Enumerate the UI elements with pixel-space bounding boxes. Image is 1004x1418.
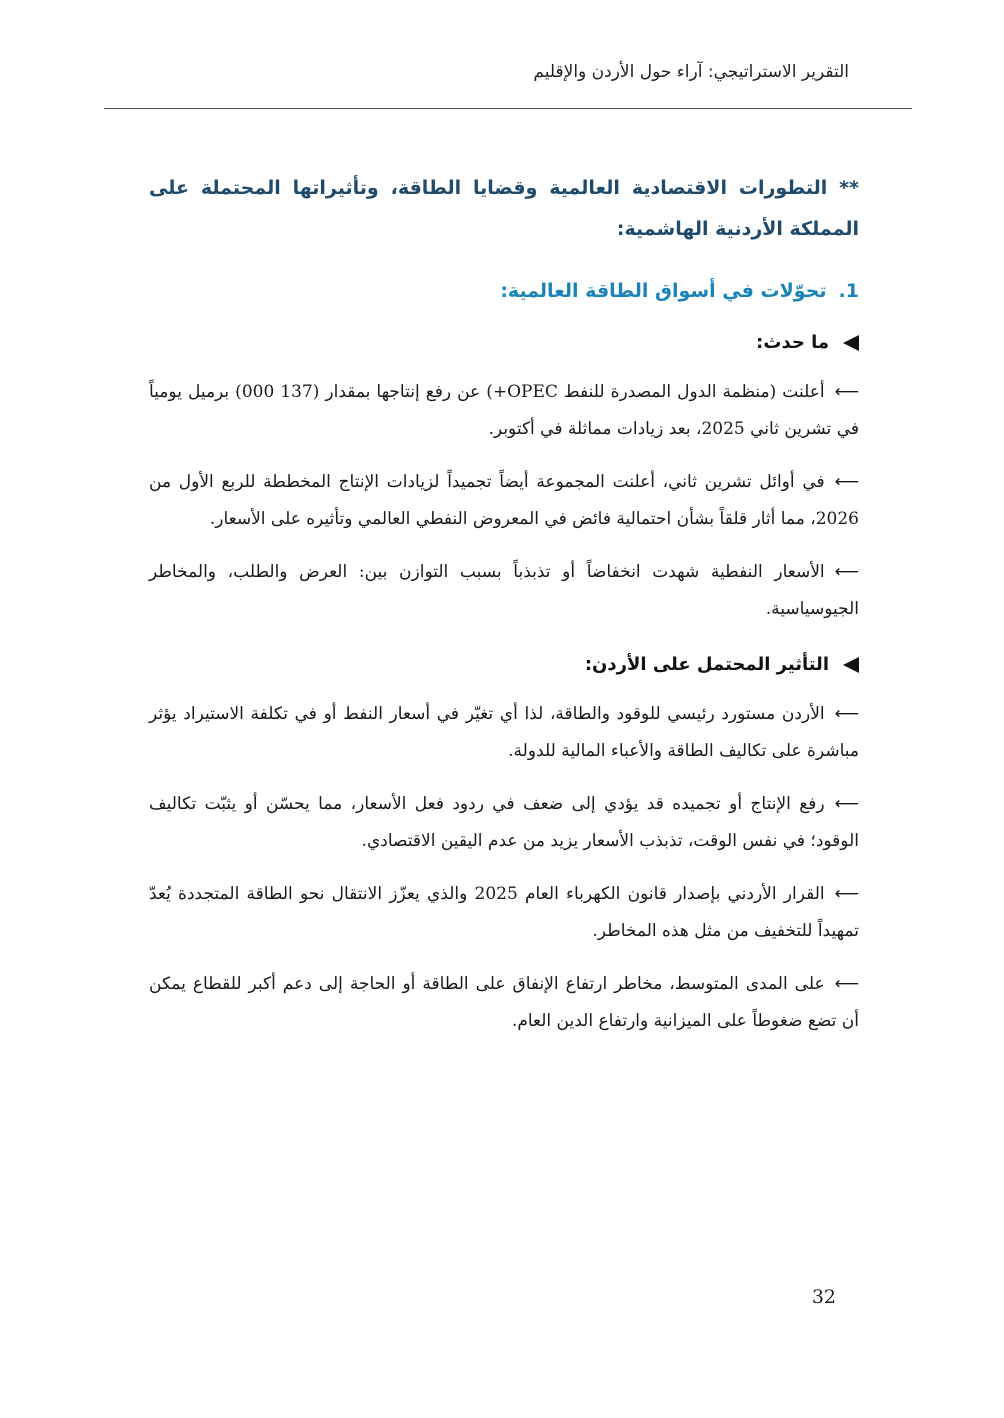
list-item: ⟵القرار الأردني بإصدار قانون الكهرباء العام 2025 والذي يعزّز الانتقال نحو الطاقة المتجددة يُعدّ تمهيداً للتخفيف من مثل هذه المخاطر. [149,884,859,941]
list-item: ⟵أعلنت (منظمة الدول المصدرة للنفط OPEC+) عن رفع إنتاجها بمقدار (137 000) برميل يومياً في تشرين ثاني 2025، بعد زيادات مماثلة في أكتوبر. [149,382,859,439]
impact-title: التأثير المحتمل على الأردن: [584,654,829,675]
what-happened-title: ما حدث: [756,332,829,353]
triangle-bullet-icon [843,657,859,673]
list-item: ⟵الأسعار النفطية شهدت انخفاضاً أو تذبذباً بسبب التوازن بين: العرض والطلب، والمخاطر الجيوسياسية. [149,562,859,619]
list-item: ⟵رفع الإنتاج أو تجميده قد يؤدي إلى ضعف في ردود فعل الأسعار، مما يحسّن أو يثبّت تكاليف الوقود؛ في نفس الوقت، تذبذب الأسعار يزيد من عدم اليقين الاقتصادي. [149,794,859,851]
header-divider [104,108,912,109]
what-happened-heading [149,328,859,358]
arrow-left-icon: ⟵ [834,974,859,994]
arrow-left-icon: ⟵ [834,562,859,582]
arrow-left-icon: ⟵ [834,382,859,402]
arrow-left-icon: ⟵ [834,884,859,904]
arrow-left-icon: ⟵ [834,794,859,814]
impact-heading [149,650,859,680]
triangle-bullet-icon [843,335,859,351]
list-item: ⟵على المدى المتوسط، مخاطر ارتفاع الإنفاق على الطاقة أو الحاجة إلى دعم أكبر للقطاع يمكن أن تضع ضغوطاً على الميزانية وارتفاع الدين العام. [149,974,859,1031]
arrow-left-icon: ⟵ [834,472,859,492]
page-number: 32 [811,1286,836,1308]
section-title: تحوّلات في أسواق الطاقة العالمية: [500,280,827,302]
section-number: 1. [838,280,859,302]
arrow-left-icon: ⟵ [834,704,859,724]
running-header: التقرير الاستراتيجي: آراء حول الأردن والإقليم [533,62,849,82]
list-item: ⟵في أوائل تشرين ثاني، أعلنت المجموعة أيضاً تجميداً لزيادات الإنتاج المخططة للربع الأول من 2026، مما أثار قلقاً بشأن احتمالية فائض في المعروض النفطي العالمي وتأثيره على الأسعار. [149,472,859,529]
list-item: ⟵الأردن مستورد رئيسي للوقود والطاقة، لذا أي تغيّر في أسعار النفط أو في تكلفة الاستيراد يؤثر مباشرة على تكاليف الطاقة والأعباء المالية للدولة. [149,704,859,761]
main-title: ** التطورات الاقتصادية العالمية وقضايا الطاقة، وتأثيراتها المحتملة على المملكة الأردنية الهاشمية: [149,177,859,240]
content-body [149,168,859,1040]
section-heading [149,276,859,306]
